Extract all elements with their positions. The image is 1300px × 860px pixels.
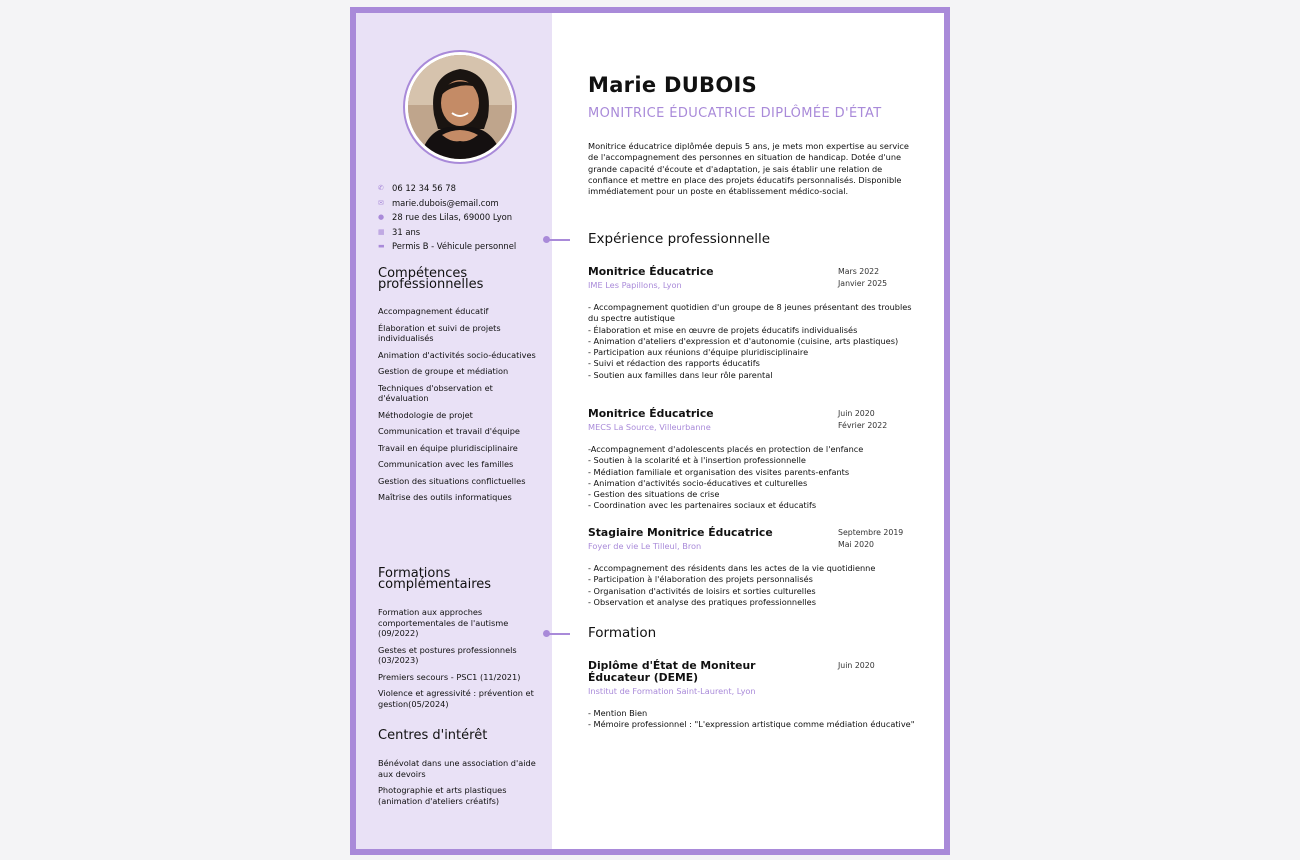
cv-page	[350, 7, 950, 855]
page-title: Marie DUBOIS	[588, 73, 758, 97]
education-entry	[588, 660, 918, 731]
job-organization: IME Les Papillons, Lyon	[588, 280, 682, 290]
contact-address	[378, 210, 548, 225]
list-item: Gestes et postures professionnels (03/2023)	[378, 644, 517, 665]
profile-photo-frame	[403, 50, 517, 164]
education-date: Juin 2020	[838, 661, 875, 670]
job-title: Stagiaire Monitrice Éducatrice	[588, 526, 773, 539]
list-item: Premiers secours - PSC1 (11/2021)	[378, 671, 521, 682]
job-organization: MECS La Source, Villeurbanne	[588, 422, 711, 432]
portrait-image	[408, 55, 512, 159]
education-organization: Institut de Formation Saint-Laurent, Lyon	[588, 686, 756, 696]
list-item: Gestion de groupe et médiation	[378, 366, 509, 376]
job-date-end: Janvier 2025	[838, 279, 888, 288]
contact-license	[378, 239, 548, 254]
main-content	[552, 13, 944, 849]
job-organization: Foyer de vie Le Tilleul, Bron	[588, 541, 702, 551]
contact-phone	[378, 181, 548, 196]
education-dates	[838, 660, 875, 672]
interests-heading: Centres d'intérêt	[378, 728, 488, 743]
list-item: Bénévolat dans une association d'aide aux devoirs	[378, 758, 536, 779]
education-heading: Formation	[588, 625, 657, 641]
car-icon: ▬	[378, 242, 385, 251]
list-item: Travail en équipe pluridisciplinaire	[378, 442, 518, 453]
job-bullets: -Accompagnement d'adolescents placés en protection de l'enfance - Soutien à la scolarité et à l'insertion professionnelle - Médiation familiale et organisation des visites parents-enfants - Animation d'activités socio-éducatives et culturelles - Gestion des situations de crise - Coordination avec les partenaires sociaux et éducatifs	[588, 444, 864, 511]
contact-age	[378, 225, 548, 240]
job-date-start: Juin 2020	[838, 409, 875, 418]
list-item: Élaboration et suivi de projets individualisés	[378, 322, 501, 343]
experience-heading: Expérience professionnelle	[588, 231, 771, 247]
list-item: Communication avec les familles	[378, 459, 514, 469]
education-title: Diplôme d'État de Moniteur Éducateur (DEME)	[588, 659, 756, 684]
job-bullets: - Accompagnement des résidents dans les actes de la vie quotidienne - Participation à l'élaboration des projets personnalisés - Organisation d'activités de loisirs et sorties culturelles - Observation et analyse des pratiques professionnelles	[588, 563, 876, 607]
job-role-title: MONITRICE ÉDUCATRICE DIPLÔMÉE D'ÉTAT	[588, 106, 882, 121]
list-item: Formation aux approches comportementales de l'autisme (09/2022)	[378, 607, 509, 638]
sidebar	[356, 13, 552, 849]
contact-email-text: marie.dubois@email.com	[392, 197, 499, 208]
list-item: Maîtrise des outils informatiques	[378, 492, 512, 502]
phone-icon: ✆	[378, 184, 384, 193]
list-item: Communication et travail d'équipe	[378, 426, 520, 436]
job-date-start: Septembre 2019	[838, 528, 904, 537]
contact-list	[378, 181, 548, 254]
profile-summary: Monitrice éducatrice diplômée depuis 5 ans, je mets mon expertise au service de l'accompagnement des personnes en situation de handicap. Dotée d'une grande capacité d'écoute et d'adaptation, je sais établir une relation de confiance et mettre en place des projets éducatifs personnalisés. Disponible immédiatement pour un poste en établissement médico-social.	[588, 141, 909, 197]
contact-phone-text: 06 12 34 56 78	[392, 183, 456, 194]
list-item: Méthodologie de projet	[378, 409, 473, 420]
calendar-icon: ▦	[378, 227, 385, 236]
skills-heading: Compétences professionnelles	[378, 266, 484, 292]
contact-age-text: 31 ans	[392, 226, 421, 237]
job-dates	[838, 527, 903, 551]
job-entry	[588, 266, 918, 381]
list-item: Accompagnement éducatif	[378, 306, 489, 316]
email-icon: ✉	[378, 198, 384, 207]
job-dates	[838, 266, 887, 290]
section-connector-education	[546, 633, 570, 635]
list-item: Techniques d'observation et d'évaluation	[378, 382, 493, 403]
trainings-list	[378, 607, 538, 715]
job-entry	[588, 527, 918, 608]
education-bullets: - Mention Bien - Mémoire professionnel : "L'expression artistique comme médiation éducative"	[588, 708, 915, 730]
skills-list	[378, 306, 538, 509]
list-item: Violence et agressivité : prévention et gestion(05/2024)	[378, 688, 534, 709]
contact-email	[378, 196, 548, 211]
job-date-start: Mars 2022	[838, 267, 880, 276]
list-item: Gestion des situations conflictuelles	[378, 475, 526, 486]
contact-address-text: 28 rue des Lilas, 69000 Lyon	[392, 212, 513, 223]
job-entry	[588, 408, 918, 512]
section-connector-experience	[546, 239, 570, 241]
job-date-end: Mai 2020	[838, 540, 874, 549]
job-dates	[838, 408, 887, 432]
interests-list	[378, 758, 538, 812]
job-date-end: Février 2022	[838, 421, 888, 430]
profile-photo	[408, 55, 512, 159]
job-title: Monitrice Éducatrice	[588, 265, 714, 278]
list-item: Photographie et arts plastiques (animation d'ateliers créatifs)	[378, 785, 507, 806]
location-icon: ●	[378, 213, 385, 222]
trainings-heading: Formations complémentaires	[378, 566, 492, 592]
list-item: Animation d'activités socio-éducatives	[378, 349, 536, 360]
job-bullets: - Accompagnement quotidien d'un groupe de 8 jeunes présentant des troubles du spectre autistique - Élaboration et mise en œuvre de projets éducatifs individualisés - Animation d'ateliers d'expression et d'autonomie (cuisine, arts plastiques) - Participation aux réunions d'équipe pluridisciplinaire - Suivi et rédaction des rapports éducatifs - Soutien aux familles dans leur rôle parental	[588, 302, 912, 380]
job-title: Monitrice Éducatrice	[588, 407, 714, 420]
contact-license-text: Permis B - Véhicule personnel	[392, 241, 517, 252]
